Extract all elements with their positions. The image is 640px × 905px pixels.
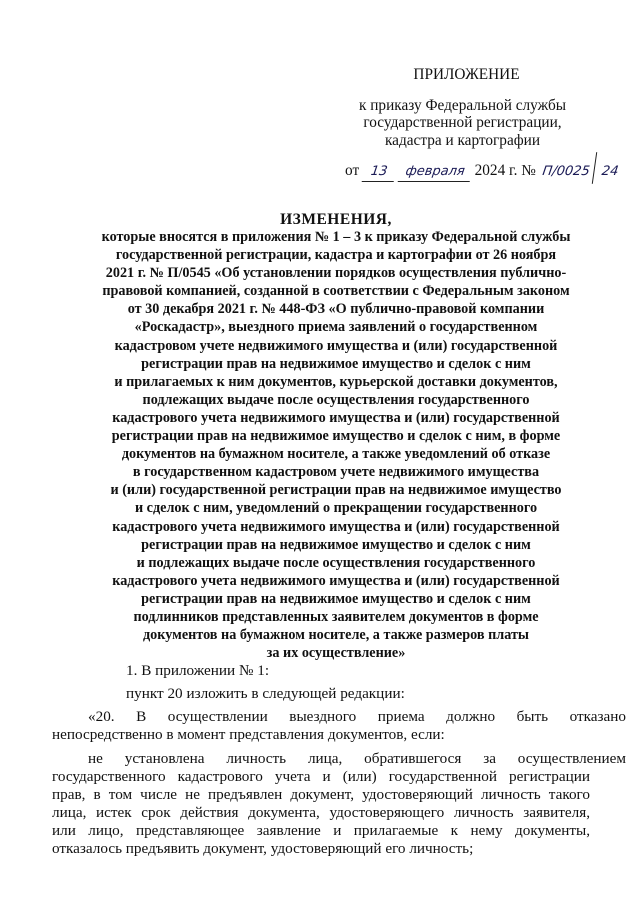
- condition-line: государственного кадастрового учета и (или) государственной регистрации: [52, 768, 590, 785]
- condition-line: лица, истек срок действия документа, удостоверяющего личность заявителя,: [52, 804, 590, 821]
- appendix-line: государственной регистрации,: [363, 114, 562, 131]
- heading-line: подлинников представленных заявителем документов в форме: [133, 608, 539, 625]
- heading-line: и (или) государственной регистрации прав на недвижимое имущество: [110, 482, 562, 499]
- heading-line: и прилагаемых к ним документов, курьерской доставки документов,: [114, 373, 558, 390]
- handwritten-month: февраля: [397, 163, 472, 182]
- paragraph-20-first-line: «20. В осуществлении выездного приема должно быть отказано: [88, 708, 626, 725]
- handwritten-number-suffix: 24: [600, 164, 620, 179]
- heading-line: кадастровом учете недвижимого имущества и (или) государственной: [114, 337, 558, 354]
- heading-line: регистрации прав на недвижимое имущество и сделок с ним: [141, 355, 531, 372]
- heading-line: от 30 декабря 2021 г. № 448-ФЗ «О публично-правовой компании: [127, 301, 545, 318]
- heading-line: документов на бумажном носителе, а также уведомлений об отказе: [121, 446, 551, 463]
- heading-line: государственной регистрации, кадастра и картографии от 26 ноября: [115, 247, 557, 264]
- heading-line: и подлежащих выдаче после осуществления государственного: [136, 554, 536, 571]
- heading-line: правовой компанией, созданной в соответствии с Федеральным законом: [102, 283, 570, 300]
- heading-line: «Роскадастр», выездного приема заявлений о государственном: [134, 319, 538, 336]
- item-1-heading: 1. В приложении № 1:: [126, 662, 270, 679]
- heading-line: регистрации прав на недвижимое имущество и сделок с ним: [141, 536, 531, 553]
- heading-line: кадастрового учета недвижимого имущества и (или) государственной: [112, 518, 560, 535]
- heading-title: ИЗМЕНЕНИЯ,: [280, 211, 392, 228]
- condition-line: прав, в том числе не предъявлен документ, удостоверяющий личность такого: [52, 786, 590, 803]
- heading-line: и сделок с ним, уведомлений о прекращении государственного: [134, 500, 538, 517]
- appendix-line: кадастра и картографии: [384, 131, 541, 149]
- heading-line: регистрации прав на недвижимое имущество и сделок с ним, в форме: [111, 428, 561, 445]
- heading-line: за их осуществление»: [266, 645, 406, 662]
- heading-line: в государственном кадастровом учете недвижимого имущества: [132, 464, 540, 481]
- date-year: 2024 г. №: [474, 162, 536, 179]
- condition-line: не установлена личность лица, обратившегося за осуществлением: [88, 750, 626, 767]
- heading-line: документов на бумажном носителе, а также размеров платы: [143, 627, 529, 644]
- document-body: [52, 662, 626, 858]
- heading-line: 2021 г. № П/0545 «Об установлении порядков осуществления публично-: [105, 265, 567, 282]
- heading-line: кадастрового учета недвижимого имущества и (или) государственной: [112, 409, 560, 426]
- paragraph-20-text: непосредственно в момент представления документов, если:: [52, 726, 445, 743]
- document-heading: [78, 211, 594, 662]
- heading-line: регистрации прав на недвижимое имущество и сделок с ним: [141, 590, 531, 607]
- appendix-line: к приказу Федеральной службы: [358, 96, 567, 114]
- appendix-title: ПРИЛОЖЕНИЕ: [413, 66, 520, 83]
- heading-line: кадастрового учета недвижимого имущества и (или) государственной: [112, 572, 560, 589]
- condition-line: или лицо, представляющее заявление и прилагаемые к нему документы,: [52, 822, 590, 839]
- handwritten-order-number: П/0025: [541, 164, 591, 179]
- date-prefix: от: [345, 162, 360, 179]
- order-date-line: [345, 152, 623, 184]
- condition-line: отказалось предъявить документ, удостоверяющий его личность;: [52, 840, 474, 857]
- heading-line: подлежащих выдаче после осуществления государственного: [142, 391, 530, 408]
- heading-line: которые вносятся в приложения № 1 – 3 к приказу Федеральной службы: [101, 229, 571, 245]
- appendix-block: [355, 66, 570, 149]
- handwritten-day: 13: [362, 163, 397, 182]
- item-1-instruction: пункт 20 изложить в следующей редакции:: [126, 685, 405, 702]
